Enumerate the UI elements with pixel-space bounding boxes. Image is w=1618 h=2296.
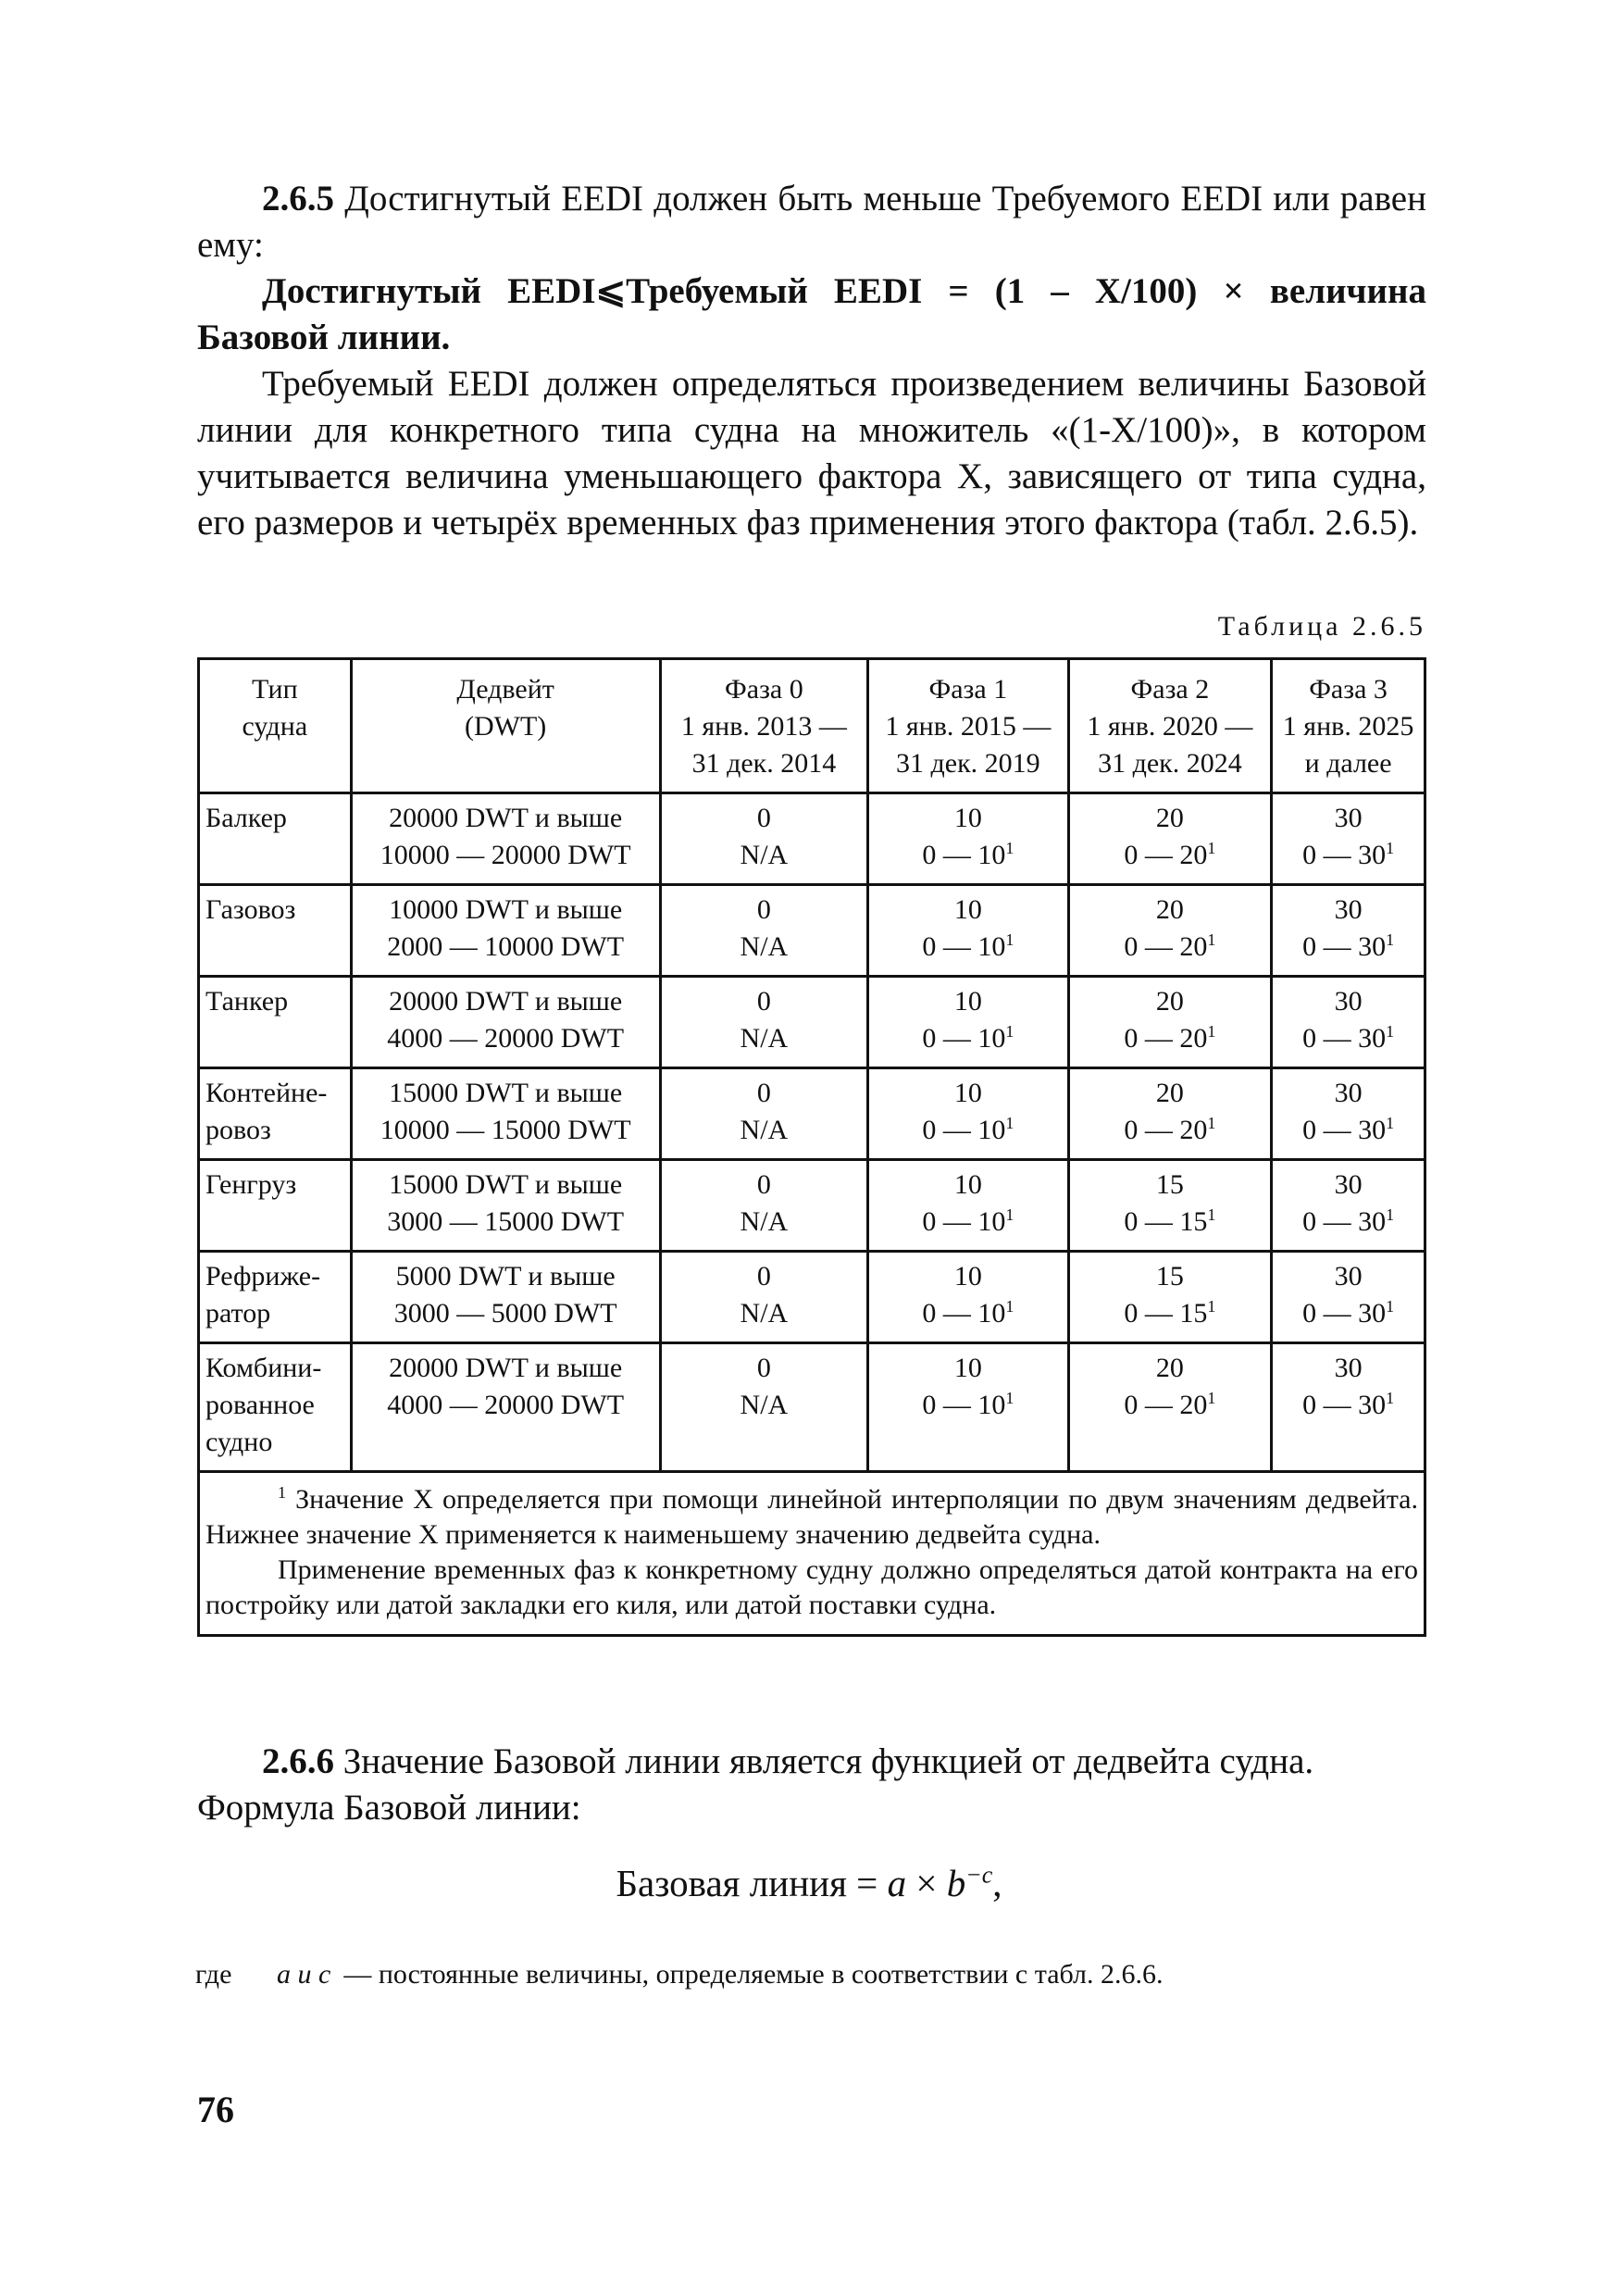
cell-phase-1: 10 0 — $10^1$ bbox=[868, 1343, 1069, 1472]
cell-phase-1: 10 0 — $10^1$ bbox=[868, 1068, 1069, 1160]
table-footnote bbox=[199, 1472, 1425, 1636]
cell-phase-1: 10 0 — $10^1$ bbox=[868, 1160, 1069, 1252]
footnote-ref: 1 bbox=[1386, 1022, 1395, 1041]
header-phase-1: Фаза 1 1 янв. 2015 — 31 дек. 2019 bbox=[868, 659, 1069, 793]
formula-times: × bbox=[906, 1862, 947, 1904]
table-row bbox=[199, 977, 1425, 1068]
footnote-2: Применение временных фаз к конкретному судну должно определяться датой контракта на его постройку или датой закладки его киля, или датой поставки судна. bbox=[205, 1554, 1418, 1620]
section-number: 2.6.6 bbox=[262, 1741, 334, 1781]
reduction-factor-table bbox=[197, 657, 1426, 1637]
cell-phase-2: 20 0 — $20^1$ bbox=[1068, 885, 1272, 977]
footnote-ref: 1 bbox=[1005, 1114, 1014, 1132]
cell-ship-type: Контейне- ровоз bbox=[199, 1068, 352, 1160]
footnote-1: Значение X определяется при помощи линейной интерполяции по двум значениям дедвейта. Нижнее значение X применяется к наименьшему значению дедвейта судна. bbox=[205, 1484, 1418, 1550]
formula-lhs: Базовая линия = bbox=[616, 1862, 888, 1904]
section-number: 2.6.5 bbox=[262, 179, 334, 218]
footnote-ref: 1 bbox=[1005, 930, 1014, 949]
cell-deadweight: 5000 DWT и выше 3000 — 5000 DWT bbox=[351, 1252, 660, 1343]
cell-phase-3: 30 0 — $30^1$ bbox=[1272, 977, 1425, 1068]
table-row bbox=[199, 1343, 1425, 1472]
footnote-ref: 1 bbox=[1207, 930, 1216, 949]
baseline-formula bbox=[0, 1861, 1618, 1905]
table-header-row bbox=[199, 659, 1425, 793]
section-2-6-6-paragraph bbox=[197, 1739, 1426, 1831]
cell-deadweight: 20000 DWT и выше 10000 — 20000 DWT bbox=[351, 793, 660, 885]
cell-phase-0: 0 N/A bbox=[660, 977, 867, 1068]
cell-phase-0: 0 N/A bbox=[660, 1343, 867, 1472]
header-phase-0: Фаза 0 1 янв. 2013 — 31 дек. 2014 bbox=[660, 659, 867, 793]
cell-phase-2: 20 0 — $20^1$ bbox=[1068, 1343, 1272, 1472]
cell-phase-0: 0 N/A bbox=[660, 1160, 867, 1252]
header-ship-type: Тип судна bbox=[199, 659, 352, 793]
footnote-ref: 1 bbox=[1005, 1205, 1014, 1224]
footnote-ref: 1 bbox=[1207, 1389, 1216, 1407]
where-clause bbox=[195, 1959, 1164, 1990]
cell-ship-type: Рефриже- ратор bbox=[199, 1252, 352, 1343]
eedi-formula bbox=[197, 268, 1426, 361]
formula-a: a bbox=[887, 1862, 907, 1904]
cell-phase-1: 10 0 — $10^1$ bbox=[868, 1252, 1069, 1343]
section-text: Значение Базовой линии является функцией от дедвейта судна. bbox=[342, 1741, 1314, 1781]
footnote-ref: 1 bbox=[1386, 930, 1395, 949]
footnote-ref: 1 bbox=[1207, 1297, 1216, 1316]
table-caption: Таблица 2.6.5 bbox=[1217, 611, 1426, 642]
cell-ship-type: Комбини- рованное судно bbox=[199, 1343, 352, 1472]
cell-phase-2: 20 0 — $20^1$ bbox=[1068, 1068, 1272, 1160]
footnote-ref: 1 bbox=[1386, 839, 1395, 857]
cell-phase-0: 0 N/A bbox=[660, 1252, 867, 1343]
footnote-ref: 1 bbox=[1005, 839, 1014, 857]
cell-phase-2: 15 0 — $15^1$ bbox=[1068, 1252, 1272, 1343]
cell-phase-1: 10 0 — $10^1$ bbox=[868, 977, 1069, 1068]
footnote-mark: 1 bbox=[278, 1483, 286, 1502]
table-footnote-row bbox=[199, 1472, 1425, 1636]
header-deadweight: Дедвейт (DWT) bbox=[351, 659, 660, 793]
table-row bbox=[199, 1252, 1425, 1343]
page-number: 76 bbox=[197, 2089, 234, 2130]
footnote-ref: 1 bbox=[1207, 1114, 1216, 1132]
formula-exponent: −c bbox=[965, 1861, 993, 1889]
footnote-ref: 1 bbox=[1005, 1297, 1014, 1316]
cell-phase-1: 10 0 — $10^1$ bbox=[868, 885, 1069, 977]
cell-ship-type: Газовоз bbox=[199, 885, 352, 977]
cell-ship-type: Генгруз bbox=[199, 1160, 352, 1252]
table-row bbox=[199, 1068, 1425, 1160]
section-text: Достигнутый EEDI должен быть меньше Требуемого EEDI или равен ему: bbox=[197, 179, 1426, 265]
cell-phase-3: 30 0 — $30^1$ bbox=[1272, 1160, 1425, 1252]
cell-deadweight: 20000 DWT и выше 4000 — 20000 DWT bbox=[351, 1343, 660, 1472]
table-row bbox=[199, 793, 1425, 885]
where-label: где bbox=[195, 1959, 232, 1990]
cell-phase-2: 20 0 — $20^1$ bbox=[1068, 977, 1272, 1068]
cell-phase-3: 30 0 — $30^1$ bbox=[1272, 793, 1425, 885]
cell-phase-3: 30 0 — $30^1$ bbox=[1272, 1252, 1425, 1343]
explanation-paragraph: Требуемый EEDI должен определяться произведением величины Базовой линии для конкретного типа судна на множитель «(1-X/100)», в котором учитывается величина уменьшающего фактора X, зависящего от типа судна, его размеров и четырёх временных фаз применения этого фактора (табл. 2.6.5). bbox=[197, 364, 1426, 543]
cell-phase-3: 30 0 — $30^1$ bbox=[1272, 1343, 1425, 1472]
cell-phase-0: 0 N/A bbox=[660, 1068, 867, 1160]
footnote-ref: 1 bbox=[1386, 1114, 1395, 1132]
table-row bbox=[199, 1160, 1425, 1252]
section-2-6-5-paragraph bbox=[197, 176, 1426, 268]
cell-deadweight: 15000 DWT и выше 3000 — 15000 DWT bbox=[351, 1160, 660, 1252]
footnote-ref: 1 bbox=[1207, 1022, 1216, 1041]
footnote-ref: 1 bbox=[1005, 1022, 1014, 1041]
eedi-formula-text: Достигнутый EEDI⩽Требуемый EEDI = (1 – X/100) × величина Базовой линии. bbox=[197, 271, 1426, 357]
cell-ship-type: Балкер bbox=[199, 793, 352, 885]
formula-end: , bbox=[992, 1862, 1002, 1904]
cell-deadweight: 15000 DWT и выше 10000 — 15000 DWT bbox=[351, 1068, 660, 1160]
footnote-ref: 1 bbox=[1207, 1205, 1216, 1224]
table-row bbox=[199, 885, 1425, 977]
where-vars: a и c bbox=[277, 1959, 331, 1990]
cell-phase-3: 30 0 — $30^1$ bbox=[1272, 885, 1425, 977]
footnote-ref: 1 bbox=[1386, 1205, 1395, 1224]
footnote-ref: 1 bbox=[1386, 1297, 1395, 1316]
cell-phase-0: 0 N/A bbox=[660, 793, 867, 885]
cell-ship-type: Танкер bbox=[199, 977, 352, 1068]
formula-b: b bbox=[946, 1862, 966, 1904]
footnote-ref: 1 bbox=[1005, 1389, 1014, 1407]
cell-phase-2: 15 0 — $15^1$ bbox=[1068, 1160, 1272, 1252]
footnote-ref: 1 bbox=[1207, 839, 1216, 857]
formula-intro: Формула Базовой линии: bbox=[197, 1788, 581, 1828]
header-phase-2: Фаза 2 1 янв. 2020 — 31 дек. 2024 bbox=[1068, 659, 1272, 793]
cell-deadweight: 10000 DWT и выше 2000 — 10000 DWT bbox=[351, 885, 660, 977]
cell-phase-1: 10 0 — $10^1$ bbox=[868, 793, 1069, 885]
footnote-ref: 1 bbox=[1386, 1389, 1395, 1407]
cell-deadweight: 20000 DWT и выше 4000 — 20000 DWT bbox=[351, 977, 660, 1068]
cell-phase-2: 20 0 — $20^1$ bbox=[1068, 793, 1272, 885]
cell-phase-0: 0 N/A bbox=[660, 885, 867, 977]
where-text: — постоянные величины, определяемые в соответствии с табл. 2.6.6. bbox=[343, 1959, 1164, 1990]
header-phase-3: Фаза 3 1 янв. 2025 и далее bbox=[1272, 659, 1425, 793]
cell-phase-3: 30 0 — $30^1$ bbox=[1272, 1068, 1425, 1160]
